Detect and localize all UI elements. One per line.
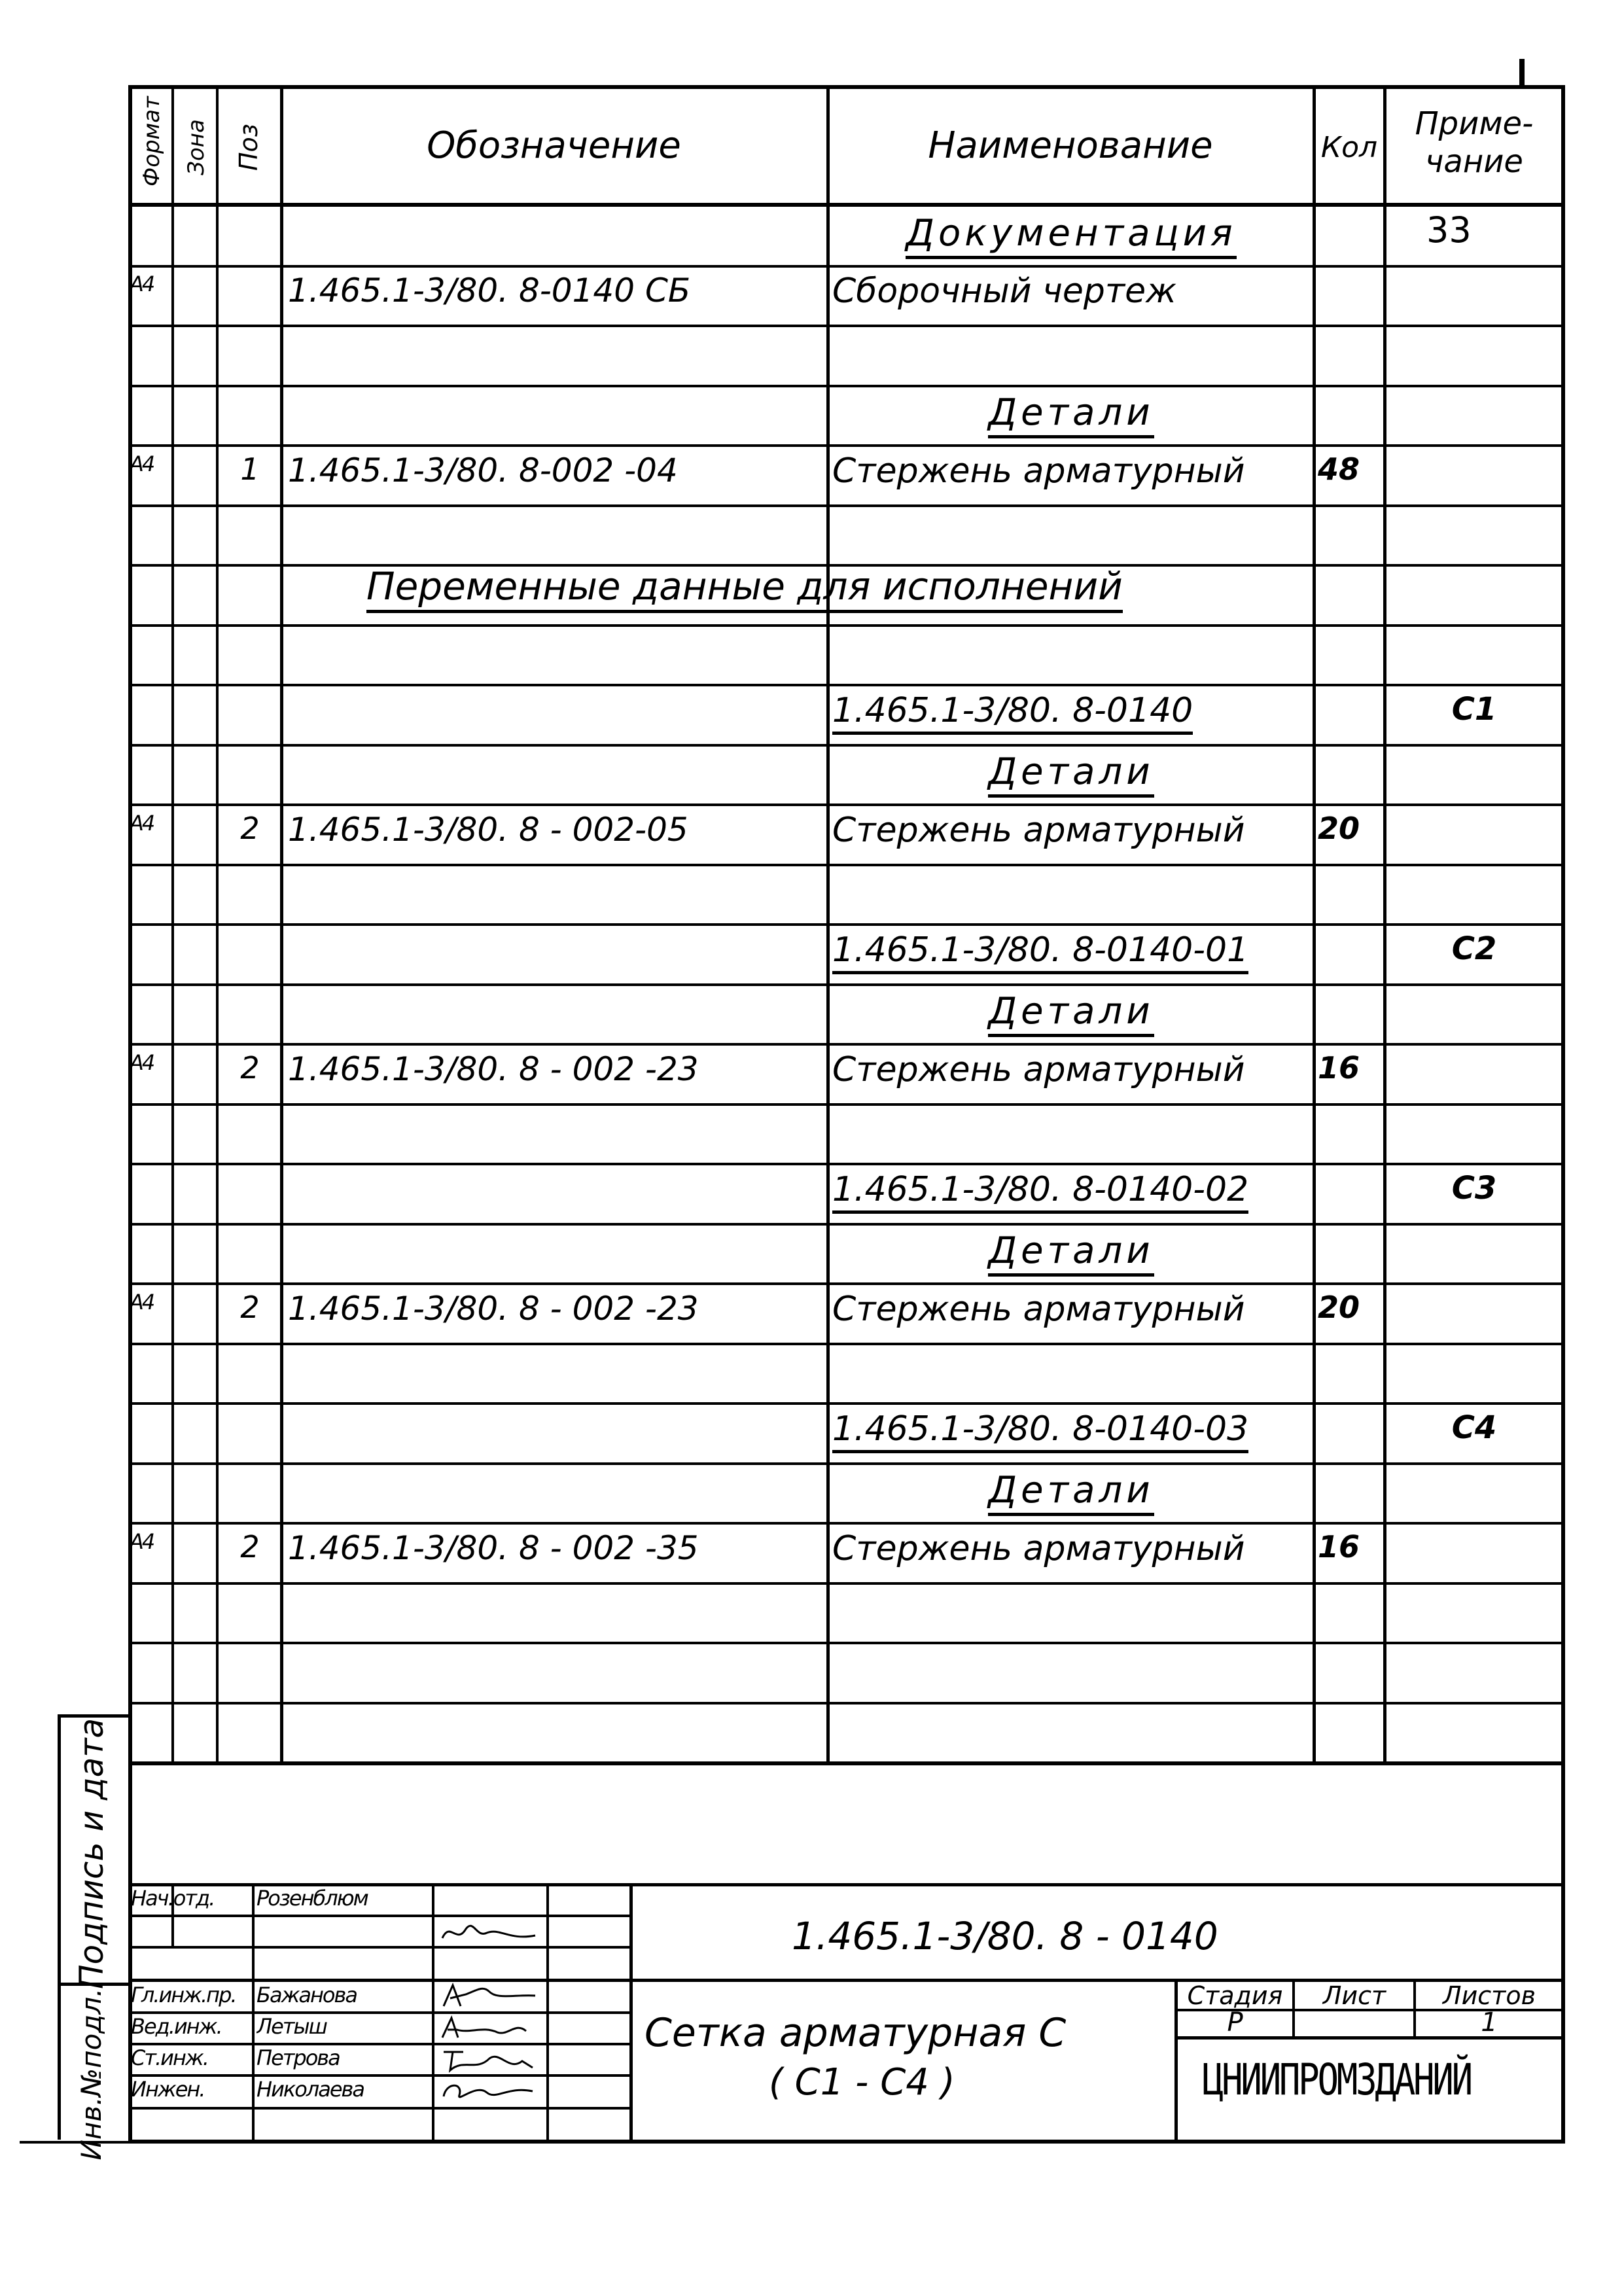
cell-name-text: Детали bbox=[988, 751, 1154, 798]
cell-note: С2 bbox=[1451, 930, 1497, 967]
tb-v-5 bbox=[629, 1883, 633, 2142]
signatory-name: Бажанова bbox=[256, 1983, 357, 2007]
cell-name-text: Детали bbox=[988, 990, 1154, 1037]
row-line bbox=[128, 1163, 1565, 1165]
signatory-role: Гл.инж.пр. bbox=[131, 1983, 236, 2007]
header-qty: Кол bbox=[1320, 131, 1378, 164]
header-pos: Поз bbox=[234, 123, 263, 171]
cell-name-text: Стержень арматурный bbox=[832, 1290, 1245, 1329]
cell-name bbox=[832, 272, 1310, 311]
cell-name-text: 1.465.1-3/80. 8-0140-03 bbox=[832, 1409, 1248, 1453]
row-line bbox=[128, 983, 1565, 986]
cell-name-text: Сборочный чертеж bbox=[832, 272, 1176, 311]
header-name: Наименование bbox=[928, 124, 1213, 167]
cell-name bbox=[832, 391, 1310, 438]
row-line bbox=[128, 504, 1565, 507]
row-line bbox=[128, 265, 1565, 268]
row-line bbox=[128, 1402, 1565, 1405]
side-label-inventory: Инв.№подл. bbox=[75, 1988, 107, 2161]
row-line bbox=[128, 1282, 1565, 1285]
cell-qty: 16 bbox=[1318, 1529, 1360, 1564]
stage-value: Р bbox=[1227, 2007, 1243, 2038]
cell-name bbox=[832, 212, 1310, 259]
cell-name-text: Стержень арматурный bbox=[832, 451, 1245, 491]
cell-pos: 1 bbox=[240, 451, 260, 487]
page-number: 33 bbox=[1426, 209, 1472, 251]
side-label-signature-date: Подпись и дата bbox=[73, 1718, 111, 1989]
tb-v-sheets bbox=[1413, 1979, 1416, 2038]
variable-data-heading-text: Переменные данные для исполнений bbox=[366, 564, 1123, 613]
signatory-role: Инжен. bbox=[131, 2077, 205, 2102]
cell-name bbox=[832, 1409, 1310, 1453]
cell-format: А4 bbox=[130, 811, 154, 836]
header-designation: Обозначение bbox=[427, 124, 681, 167]
tb-v-3 bbox=[432, 1883, 434, 2142]
border-right bbox=[1561, 85, 1565, 2143]
border-left bbox=[128, 85, 132, 2143]
cell-format: А4 bbox=[130, 272, 154, 296]
signatory-role: Нач.отд. bbox=[131, 1886, 215, 1911]
signatory-name: Петрова bbox=[256, 2045, 340, 2070]
stage-label: Стадия bbox=[1187, 1981, 1283, 2010]
sheet-label: Лист bbox=[1322, 1981, 1386, 2010]
variable-data-heading bbox=[366, 564, 1123, 613]
cell-name-text: Стержень арматурный bbox=[832, 1050, 1245, 1089]
row-line bbox=[128, 385, 1565, 387]
row-line bbox=[128, 1223, 1565, 1226]
cell-format: А4 bbox=[130, 1529, 154, 1554]
cell-name bbox=[832, 930, 1310, 974]
row-line bbox=[128, 325, 1565, 327]
cell-name bbox=[832, 1229, 1310, 1277]
signatory-name: Николаева bbox=[256, 2077, 364, 2102]
cell-note: С3 bbox=[1451, 1170, 1497, 1207]
cell-designation: 1.465.1-3/80. 8 - 002 -23 bbox=[288, 1290, 699, 1328]
row-line bbox=[128, 444, 1565, 447]
cell-name bbox=[832, 1469, 1310, 1516]
cell-name-text: Детали bbox=[988, 1469, 1154, 1516]
signatory-role: Вед.инж. bbox=[131, 2014, 222, 2039]
signature-3 bbox=[437, 2014, 542, 2043]
document-code: 1.465.1-3/80. 8 - 0140 bbox=[792, 1914, 1218, 1958]
cell-name bbox=[832, 1529, 1310, 1568]
cell-qty: 48 bbox=[1318, 451, 1360, 487]
cell-note: С4 bbox=[1451, 1409, 1497, 1446]
cell-name bbox=[832, 1290, 1310, 1329]
title-line-1: Сетка арматурная С bbox=[644, 2010, 1067, 2056]
sheets-label: Листов bbox=[1443, 1981, 1536, 2010]
cell-format: А4 bbox=[130, 451, 154, 476]
cell-name-text: Стержень арматурный bbox=[832, 811, 1245, 850]
header-separator bbox=[128, 203, 1565, 207]
row-line bbox=[128, 624, 1565, 627]
header-note: Приме- чание bbox=[1415, 105, 1534, 180]
cell-name-text: 1.465.1-3/80. 8-0140-01 bbox=[832, 930, 1248, 974]
cell-designation: 1.465.1-3/80. 8-0140 СБ bbox=[288, 272, 691, 309]
cell-designation: 1.465.1-3/80. 8-002 -04 bbox=[288, 451, 678, 489]
signature-5 bbox=[437, 2077, 542, 2106]
title-line-2: ( С1 - С4 ) bbox=[769, 2061, 955, 2104]
cell-name bbox=[832, 811, 1310, 850]
signatory-name: Розенблюм bbox=[256, 1886, 368, 1911]
tb-line-2 bbox=[128, 1915, 631, 1917]
row-line bbox=[128, 923, 1565, 926]
cell-pos: 2 bbox=[240, 811, 260, 846]
header-format: Формат bbox=[139, 96, 165, 186]
row-line bbox=[128, 1103, 1565, 1106]
cell-name-text: Документация bbox=[906, 212, 1236, 259]
row-line bbox=[128, 684, 1565, 686]
row-line bbox=[128, 744, 1565, 747]
cell-name bbox=[832, 751, 1310, 798]
signatory-name: Летыш bbox=[256, 2014, 327, 2039]
cell-name bbox=[832, 451, 1310, 491]
cell-format: А4 bbox=[130, 1290, 154, 1315]
cell-designation: 1.465.1-3/80. 8 - 002 -23 bbox=[288, 1050, 699, 1088]
organization-name: ЦНИИПРОМЗДАНИЙ bbox=[1202, 2055, 1471, 2105]
cell-name-text: 1.465.1-3/80. 8-0140-02 bbox=[832, 1170, 1248, 1214]
border-top bbox=[128, 85, 1565, 89]
cell-pos: 2 bbox=[240, 1290, 260, 1325]
header-zone: Зона bbox=[183, 119, 209, 175]
signature-4 bbox=[437, 2045, 542, 2074]
border-bottom bbox=[128, 2140, 1565, 2144]
cell-pos: 2 bbox=[240, 1529, 260, 1564]
cell-pos: 2 bbox=[240, 1050, 260, 1086]
row-line bbox=[128, 1702, 1565, 1704]
signatory-role: Ст.инж. bbox=[131, 2045, 208, 2070]
row-line bbox=[128, 1642, 1565, 1644]
tb-v-2 bbox=[252, 1883, 255, 2142]
cell-name-text: Стержень арматурный bbox=[832, 1529, 1245, 1568]
side-stamp-top bbox=[58, 1714, 130, 1718]
row-line bbox=[128, 1522, 1565, 1525]
cell-name bbox=[832, 1050, 1310, 1089]
signature-1 bbox=[437, 1918, 542, 1947]
tb-line-3 bbox=[128, 1946, 631, 1949]
corner-mark bbox=[1519, 59, 1525, 89]
cell-qty: 20 bbox=[1318, 811, 1360, 846]
cell-name-text: 1.465.1-3/80. 8-0140 bbox=[832, 691, 1193, 735]
tb-v-sheet bbox=[1292, 1979, 1295, 2038]
table-bottom bbox=[128, 1761, 1565, 1765]
row-line bbox=[128, 1582, 1565, 1585]
row-line bbox=[128, 864, 1565, 866]
cell-name bbox=[832, 691, 1310, 735]
cell-name bbox=[832, 990, 1310, 1037]
cell-name-text: Детали bbox=[988, 1229, 1154, 1277]
tb-v-4 bbox=[546, 1883, 549, 2142]
sheets-value: 1 bbox=[1481, 2007, 1498, 2038]
row-line bbox=[128, 1043, 1565, 1046]
cell-name-text: Детали bbox=[988, 391, 1154, 438]
row-line bbox=[128, 804, 1565, 806]
tb-line-8 bbox=[128, 2107, 631, 2110]
cell-note: С1 bbox=[1451, 691, 1497, 728]
cell-qty: 20 bbox=[1318, 1290, 1360, 1325]
cell-format: А4 bbox=[130, 1050, 154, 1075]
cell-designation: 1.465.1-3/80. 8 - 002-05 bbox=[288, 811, 688, 849]
cell-name bbox=[832, 1170, 1310, 1214]
side-stamp-left bbox=[58, 1714, 61, 2140]
row-line bbox=[128, 1343, 1565, 1345]
cell-qty: 16 bbox=[1318, 1050, 1360, 1086]
row-line bbox=[128, 1462, 1565, 1465]
cell-designation: 1.465.1-3/80. 8 - 002 -35 bbox=[288, 1529, 699, 1567]
signature-2 bbox=[437, 1981, 542, 2010]
